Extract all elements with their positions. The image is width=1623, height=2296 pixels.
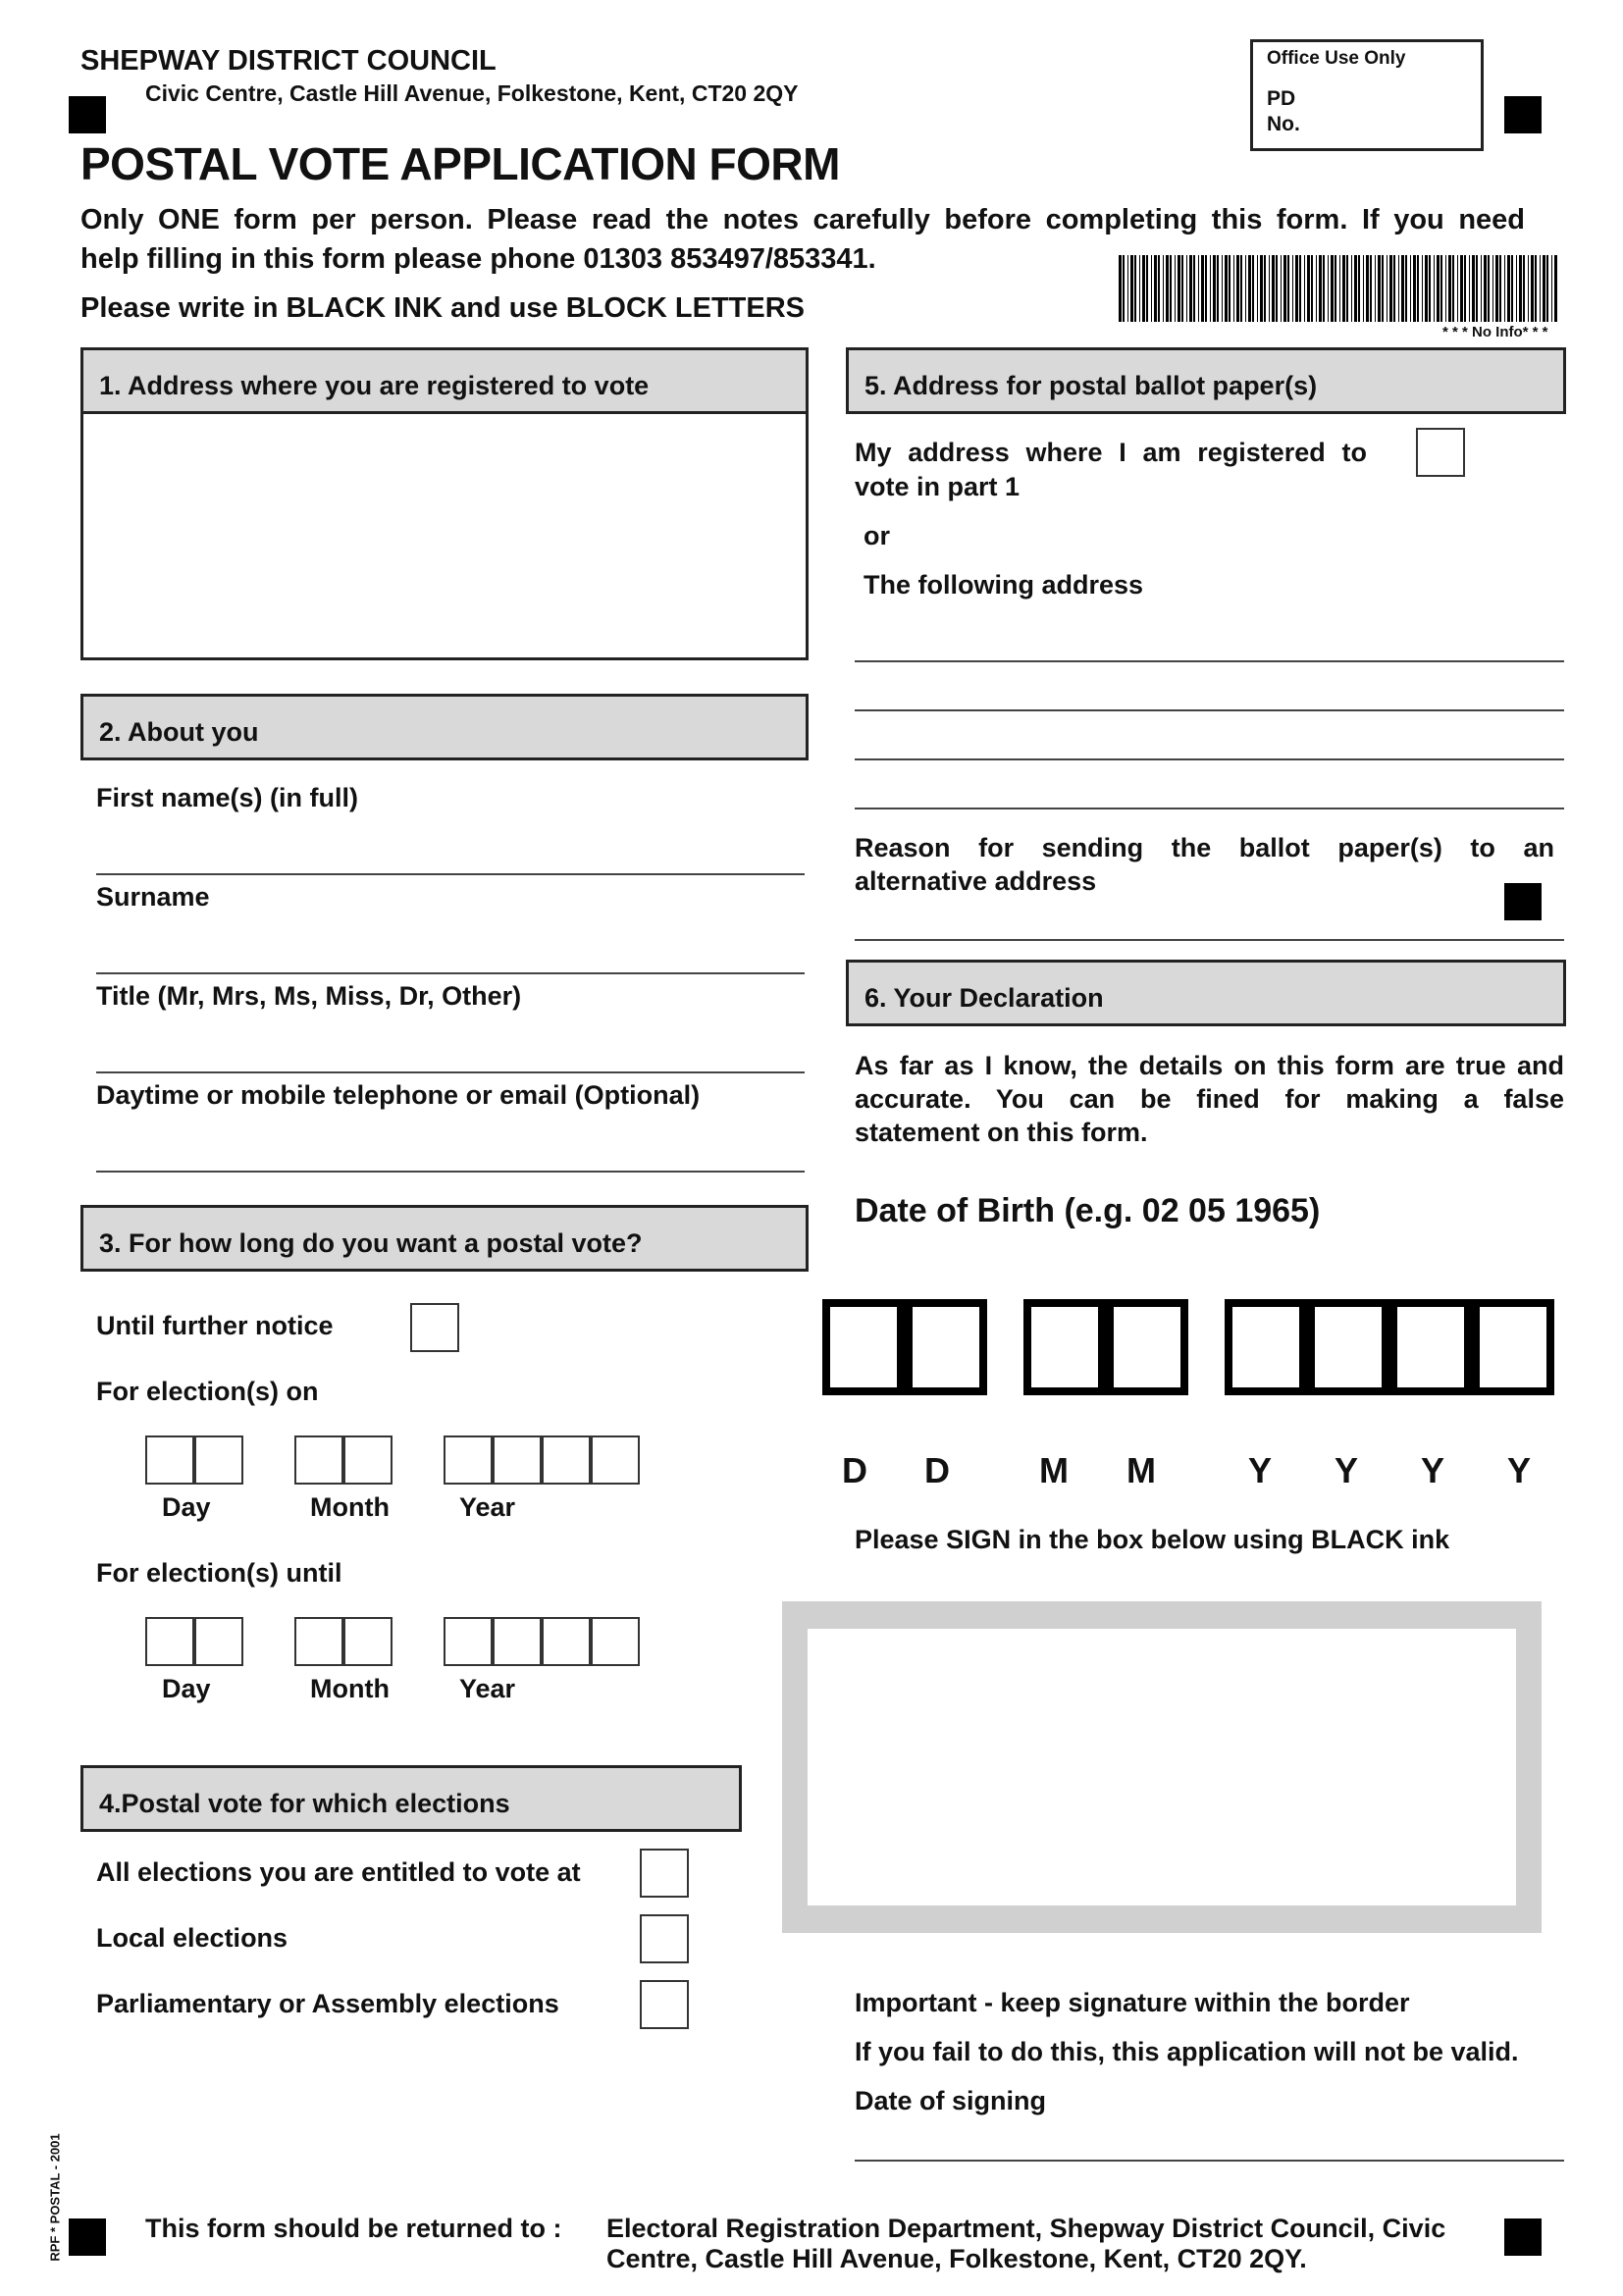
section-4-title: 4.Postal vote for which elections	[99, 1789, 510, 1818]
reason-label-line-2: alternative address	[855, 866, 1097, 896]
barcode-bar	[1186, 255, 1187, 322]
form-title: POSTAL VOTE APPLICATION FORM	[80, 138, 840, 189]
alt-address-line-2[interactable]	[855, 709, 1564, 711]
barcode-bar	[1464, 255, 1466, 322]
all-elections-checkbox[interactable]	[640, 1849, 689, 1898]
barcode-bar	[1166, 255, 1169, 322]
return-address-line-2: Centre, Castle Hill Avenue, Folkestone, Kent, CT20 2QY.	[606, 2244, 1307, 2273]
barcode-bar	[1134, 255, 1136, 322]
barcode-bar	[1342, 255, 1345, 322]
until-day-cell[interactable]	[194, 1617, 243, 1666]
until-day-label: Day	[162, 1674, 211, 1703]
dob-month-box[interactable]	[1023, 1299, 1106, 1395]
barcode-bar	[1363, 255, 1364, 322]
declaration-line-2: accurate. You can be fined for making a false	[855, 1084, 1564, 1114]
registered-address-checkbox[interactable]	[1416, 428, 1465, 477]
barcode-bar	[1319, 255, 1322, 322]
until-month-label: Month	[310, 1674, 390, 1703]
dob-month-box[interactable]	[1106, 1299, 1188, 1395]
barcode-bar	[1245, 255, 1246, 322]
barcode-bar	[1260, 255, 1263, 322]
alt-address-line-3[interactable]	[855, 758, 1564, 760]
surname-label: Surname	[96, 882, 210, 912]
barcode-bar	[1382, 255, 1384, 322]
dob-letter: M	[1126, 1450, 1156, 1490]
barcode-bar	[1213, 255, 1216, 322]
barcode-bar	[1405, 255, 1407, 322]
until-month-cell[interactable]	[343, 1617, 393, 1666]
barcode-bar	[1543, 255, 1545, 322]
registration-mark-mid-right	[1504, 883, 1542, 920]
barcode-bar	[1495, 255, 1498, 322]
barcode-bar	[1257, 255, 1258, 322]
elections-until-label: For election(s) until	[96, 1558, 342, 1588]
until-year-label: Year	[459, 1674, 516, 1703]
barcode-bar	[1210, 255, 1211, 322]
section-1-header	[80, 347, 809, 414]
barcode-bar	[1551, 255, 1552, 322]
dob-label: Date of Birth (e.g. 02 05 1965)	[855, 1192, 1321, 1229]
section-4-header	[80, 1765, 742, 1832]
registered-address-box[interactable]	[80, 411, 809, 660]
registration-mark-top-right	[1504, 96, 1542, 133]
until-notice-label: Until further notice	[96, 1311, 334, 1340]
local-elections-checkbox[interactable]	[640, 1914, 689, 1963]
section-2-header	[80, 694, 809, 760]
barcode-bar	[1281, 255, 1282, 322]
barcode-bar	[1375, 255, 1376, 322]
on-month-label: Month	[310, 1492, 390, 1522]
on-year-cell[interactable]	[542, 1435, 591, 1485]
title-field[interactable]	[96, 1071, 805, 1073]
dob-year-box[interactable]	[1307, 1299, 1389, 1395]
council-address: Civic Centre, Castle Hill Avenue, Folkestone, Kent, CT20 2QY	[145, 80, 799, 106]
barcode-bar	[1481, 255, 1482, 322]
barcode-bar	[1346, 255, 1348, 322]
invalid-note: If you fail to do this, this application will not be valid.	[855, 2037, 1519, 2066]
barcode-bar	[1229, 255, 1230, 322]
or-label: or	[864, 521, 890, 550]
barcode-bar	[1240, 255, 1242, 322]
declaration-line-1: As far as I know, the details on this form are true and	[855, 1051, 1564, 1080]
dob-letter: Y	[1248, 1450, 1273, 1490]
barcode-bar	[1488, 255, 1490, 322]
barcode	[1117, 255, 1562, 322]
intro-line-2: help filling in this form please phone 01303 853497/853341.	[80, 243, 876, 275]
barcode-bar	[1292, 255, 1293, 322]
barcode-bar	[1236, 255, 1239, 322]
barcode-bar	[1304, 255, 1305, 322]
barcode-bar	[1158, 255, 1160, 322]
reason-label-line-1: Reason for sending the ballot paper(s) to an	[855, 833, 1554, 862]
barcode-bar	[1511, 255, 1513, 322]
barcode-bar	[1311, 255, 1313, 322]
on-year-cell[interactable]	[493, 1435, 542, 1485]
barcode-bar	[1205, 255, 1207, 322]
dob-letter: Y	[1421, 1450, 1445, 1490]
barcode-bar	[1170, 255, 1172, 322]
side-form-code: RPF * POSTAL - 2001	[47, 2133, 63, 2262]
barcode-bar	[1151, 255, 1152, 322]
barcode-bar	[1358, 255, 1360, 322]
parliamentary-elections-label: Parliamentary or Assembly elections	[96, 1989, 559, 2018]
section-1-title: 1. Address where you are registered to vote	[99, 371, 650, 400]
barcode-bar	[1189, 255, 1192, 322]
barcode-bar	[1272, 255, 1275, 322]
barcode-bar	[1198, 255, 1199, 322]
declaration-line-3: statement on this form.	[855, 1118, 1148, 1147]
barcode-bar	[1248, 255, 1251, 322]
surname-field[interactable]	[96, 972, 805, 974]
barcode-bar	[1142, 255, 1145, 322]
barcode-bar	[1370, 255, 1372, 322]
barcode-bar	[1393, 255, 1395, 322]
all-elections-label: All elections you are entitled to vote at	[96, 1857, 581, 1887]
barcode-bar	[1378, 255, 1381, 322]
dob-letter: Y	[1335, 1450, 1359, 1490]
alt-address-line-1[interactable]	[855, 660, 1564, 662]
barcode-bar	[1217, 255, 1219, 322]
barcode-bar	[1127, 255, 1128, 322]
section-3-title: 3. For how long do you want a postal vote?	[99, 1228, 643, 1258]
on-year-cell[interactable]	[444, 1435, 493, 1485]
barcode-bar	[1222, 255, 1223, 322]
barcode-bar	[1499, 255, 1501, 322]
section-3-header	[80, 1205, 809, 1272]
barcode-bar	[1519, 255, 1522, 322]
on-day-cell[interactable]	[194, 1435, 243, 1485]
office-use-pd: PD	[1267, 87, 1296, 110]
barcode-bar	[1201, 255, 1204, 322]
on-day-cell[interactable]	[145, 1435, 194, 1485]
barcode-bar	[1175, 255, 1176, 322]
office-use-no: No.	[1267, 113, 1300, 135]
local-elections-label: Local elections	[96, 1923, 288, 1953]
barcode-bar	[1528, 255, 1529, 322]
barcode-bar	[1354, 255, 1357, 322]
barcode-bar	[1476, 255, 1478, 322]
contact-field[interactable]	[96, 1171, 805, 1173]
alt-address-line-4[interactable]	[855, 808, 1564, 809]
dob-letter: D	[924, 1450, 950, 1490]
barcode-bar	[1540, 255, 1541, 322]
barcode-bar	[1554, 255, 1557, 322]
on-month-cell[interactable]	[343, 1435, 393, 1485]
barcode-bar	[1507, 255, 1510, 322]
intro-line-1: Only ONE form per person. Please read the notes carefully before completing this form. If you need	[80, 204, 1525, 235]
barcode-bar	[1335, 255, 1336, 322]
barcode-bar	[1448, 255, 1451, 322]
barcode-bar	[1139, 255, 1140, 322]
barcode-bar	[1434, 255, 1435, 322]
barcode-bar	[1269, 255, 1270, 322]
section-6-title: 6. Your Declaration	[864, 983, 1104, 1013]
return-address-line-1: Electoral Registration Department, Shepway District Council, Civic	[606, 2214, 1446, 2243]
dob-letter: M	[1039, 1450, 1069, 1490]
barcode-bar	[1123, 255, 1125, 322]
contact-label: Daytime or mobile telephone or email (Optional)	[96, 1080, 701, 1110]
barcode-bar	[1154, 255, 1157, 322]
section-2-title: 2. About you	[99, 717, 259, 747]
barcode-bar	[1323, 255, 1325, 322]
signature-box[interactable]	[808, 1629, 1516, 1905]
barcode-caption: * * * No Info* * *	[1442, 324, 1548, 340]
reason-field[interactable]	[855, 939, 1564, 941]
barcode-bar	[1339, 255, 1340, 322]
dob-letter: D	[842, 1450, 867, 1490]
until-year-cell[interactable]	[444, 1617, 493, 1666]
barcode-bar	[1440, 255, 1442, 322]
barcode-bar	[1264, 255, 1266, 322]
barcode-bar	[1425, 255, 1428, 322]
barcode-bar	[1178, 255, 1180, 322]
title-label: Title (Mr, Mrs, Ms, Miss, Dr, Other)	[96, 981, 522, 1011]
barcode-bar	[1472, 255, 1475, 322]
until-day-cell[interactable]	[145, 1617, 194, 1666]
council-name: SHEPWAY DISTRICT COUNCIL	[80, 45, 497, 77]
registration-mark-top-left	[69, 96, 106, 133]
section-5-header	[846, 347, 1566, 414]
barcode-bar	[1328, 255, 1329, 322]
barcode-bar	[1389, 255, 1392, 322]
registration-mark-bottom-left	[69, 2218, 106, 2256]
until-month-cell[interactable]	[294, 1617, 343, 1666]
barcode-bar	[1316, 255, 1317, 322]
barcode-bar	[1283, 255, 1286, 322]
first-name-field[interactable]	[96, 873, 805, 875]
barcode-bar	[1429, 255, 1431, 322]
following-address-label: The following address	[864, 570, 1144, 600]
ink-note: Please write in BLACK INK and use BLOCK LETTERS	[80, 292, 805, 324]
until-notice-checkbox[interactable]	[410, 1303, 459, 1352]
until-year-cell[interactable]	[591, 1617, 640, 1666]
barcode-bar	[1422, 255, 1423, 322]
barcode-bar	[1469, 255, 1470, 322]
barcode-bar	[1492, 255, 1493, 322]
elections-on-label: For election(s) on	[96, 1377, 319, 1406]
dob-letter: Y	[1507, 1450, 1532, 1490]
return-label: This form should be returned to :	[145, 2214, 562, 2243]
barcode-bar	[1413, 255, 1416, 322]
barcode-bar	[1307, 255, 1310, 322]
barcode-bar	[1445, 255, 1446, 322]
important-note: Important - keep signature within the border	[855, 1988, 1410, 2017]
barcode-bar	[1504, 255, 1505, 322]
dob-year-box[interactable]	[1389, 1299, 1472, 1395]
barcode-bar	[1417, 255, 1419, 322]
date-signing-field[interactable]	[855, 2160, 1564, 2162]
barcode-bar	[1410, 255, 1411, 322]
on-year-cell[interactable]	[591, 1435, 640, 1485]
barcode-bar	[1130, 255, 1133, 322]
parliamentary-elections-checkbox[interactable]	[640, 1980, 689, 2029]
barcode-bar	[1287, 255, 1289, 322]
barcode-bar	[1546, 255, 1548, 322]
barcode-bar	[1484, 255, 1487, 322]
barcode-bar	[1398, 255, 1399, 322]
office-use-title: Office Use Only	[1267, 48, 1406, 69]
barcode-bar	[1457, 255, 1458, 322]
on-year-label: Year	[459, 1492, 516, 1522]
barcode-bar	[1535, 255, 1537, 322]
barcode-bar	[1252, 255, 1254, 322]
barcode-bar	[1295, 255, 1298, 322]
barcode-bar	[1163, 255, 1164, 322]
barcode-bar	[1225, 255, 1228, 322]
barcode-bar	[1181, 255, 1183, 322]
section-6-header	[846, 960, 1566, 1026]
barcode-bar	[1437, 255, 1440, 322]
until-year-cell[interactable]	[542, 1617, 591, 1666]
barcode-bar	[1366, 255, 1369, 322]
office-use-box	[1250, 39, 1484, 151]
registered-address-option-line-2: vote in part 1	[855, 472, 1021, 501]
barcode-bar	[1452, 255, 1454, 322]
barcode-bar	[1516, 255, 1517, 322]
barcode-bar	[1146, 255, 1148, 322]
barcode-bar	[1276, 255, 1278, 322]
barcode-bar	[1523, 255, 1525, 322]
barcode-bar	[1331, 255, 1334, 322]
dob-year-box[interactable]	[1472, 1299, 1554, 1395]
registered-address-option-line-1: My address where I am registered to	[855, 438, 1367, 467]
dob-day-box[interactable]	[822, 1299, 905, 1395]
on-month-cell[interactable]	[294, 1435, 343, 1485]
on-day-label: Day	[162, 1492, 211, 1522]
dob-day-box[interactable]	[905, 1299, 987, 1395]
barcode-bar	[1351, 255, 1352, 322]
date-signing-label: Date of signing	[855, 2086, 1046, 2115]
section-5-title: 5. Address for postal ballot paper(s)	[864, 371, 1318, 400]
barcode-bar	[1531, 255, 1534, 322]
barcode-bar	[1233, 255, 1234, 322]
barcode-bar	[1401, 255, 1404, 322]
registration-mark-bottom-right	[1504, 2218, 1542, 2256]
barcode-bar	[1119, 255, 1122, 322]
first-name-label: First name(s) (in full)	[96, 783, 359, 812]
until-year-cell[interactable]	[493, 1617, 542, 1666]
dob-year-box[interactable]	[1225, 1299, 1307, 1395]
sign-note: Please SIGN in the box below using BLACK ink	[855, 1525, 1450, 1554]
barcode-bar	[1460, 255, 1463, 322]
barcode-bar	[1193, 255, 1195, 322]
barcode-bar	[1299, 255, 1301, 322]
